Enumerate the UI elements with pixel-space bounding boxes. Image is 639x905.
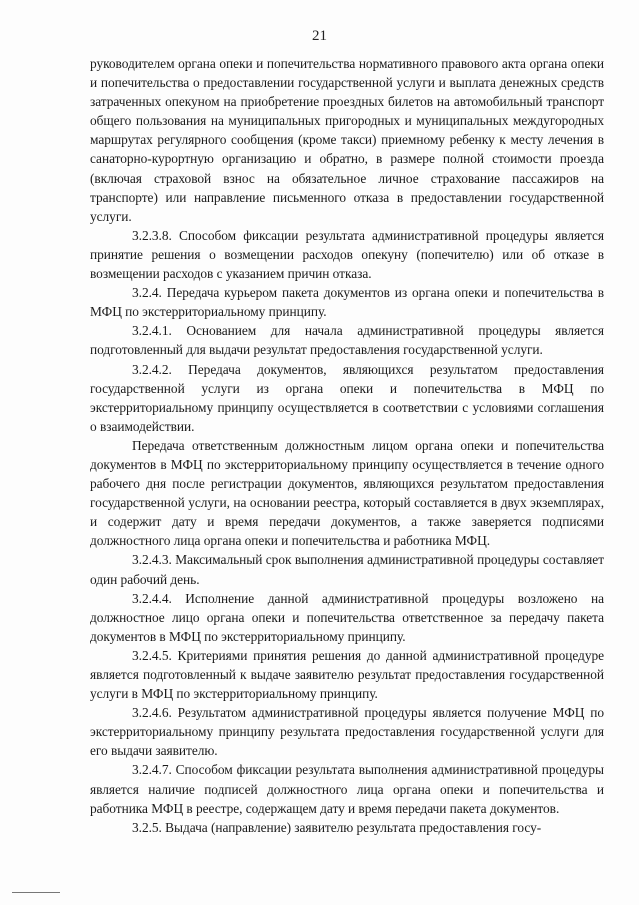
paragraph: 3.2.4.3. Максимальный срок выполнения административной процедуры составляет один рабочий день. [90,552,604,587]
paragraph: руководителем органа опеки и попечительства нормативного правового акта органа опеки и попечительства о предоставлении государственной услуги и выплата денежных средств затраченных опекуном на приобретение проездных билетов на автомобильный транспорт общего пользования на муниципальных пригородных и муниципальных междугородных маршрутах регулярного сообщения (кроме такси) приемному ребенку к месту лечения в санаторно-курортную организацию и обратно, в размере полной стоимости проезда (включая страховой взнос на обязательное личное страхование пассажиров на транспорте) или направление письменного отказа в предоставлении государственной услуги. [90,56,604,224]
paragraph: Передача ответственным должностным лицом органа опеки и попечительства документов в МФЦ по экстерриториальному принципу осуществляется в течение одного рабочего дня после регистрации документов, являющихся результатом предоставления государственной услуги, на основании реестра, который составляется в двух экземплярах, и содержит дату и время передачи документов, а также заверяется подписями должностного лица органа опеки и попечительства и работника МФЦ. [90,437,604,549]
paragraph: 3.2.4.1. Основанием для начала административной процедуры является подготовленный для выдачи результат предоставления государственной услуги. [90,323,604,358]
document-body [90,54,604,837]
page-number: 21 [312,28,327,44]
footer-rule [12,892,60,893]
paragraph: 3.2.4.4. Исполнение данной административной процедуры возложено на должностное лицо органа опеки и попечительства ответственное за передачу пакета документов в МФЦ по экстерриториальному принципу. [90,590,604,644]
paragraph: 3.2.5. Выдача (направление) заявителю результата предоставления госу- [132,819,542,835]
paragraph: 3.2.4.6. Результатом административной процедуры является получение МФЦ по экстерриториальному принципу результата предоставления государственной услуги для его выдачи заявителю. [90,705,604,759]
paragraph: 3.2.4.5. Критериями принятия решения до данной административной процедуре является подготовленный к выдаче заявителю результат предоставления государственной услуги в МФЦ по экстерриториальному принципу. [90,647,604,702]
paragraph: 3.2.4. Передача курьером пакета документов из органа опеки и попечительства в МФЦ по экстерриториальному принципу. [90,285,604,320]
paragraph: 3.2.4.2. Передача документов, являющихся результатом предоставления государственной услуги из органа опеки и попечительства в МФЦ по экстерриториальному принципу осуществляется в соответствии с условиями соглашения о взаимодействии. [90,361,604,434]
paragraph: 3.2.3.8. Способом фиксации результата административной процедуры является принятие решения о возмещении расходов опекуну (попечителю) или об отказе в возмещении расходов с указанием причин отказа. [90,227,604,282]
paragraph: 3.2.4.7. Способом фиксации результата выполнения административной процедуры является наличие подписей должностного лица органа опеки и попечительства и работника МФЦ в реестре, содержащем дату и время передачи пакета документов. [90,762,604,816]
